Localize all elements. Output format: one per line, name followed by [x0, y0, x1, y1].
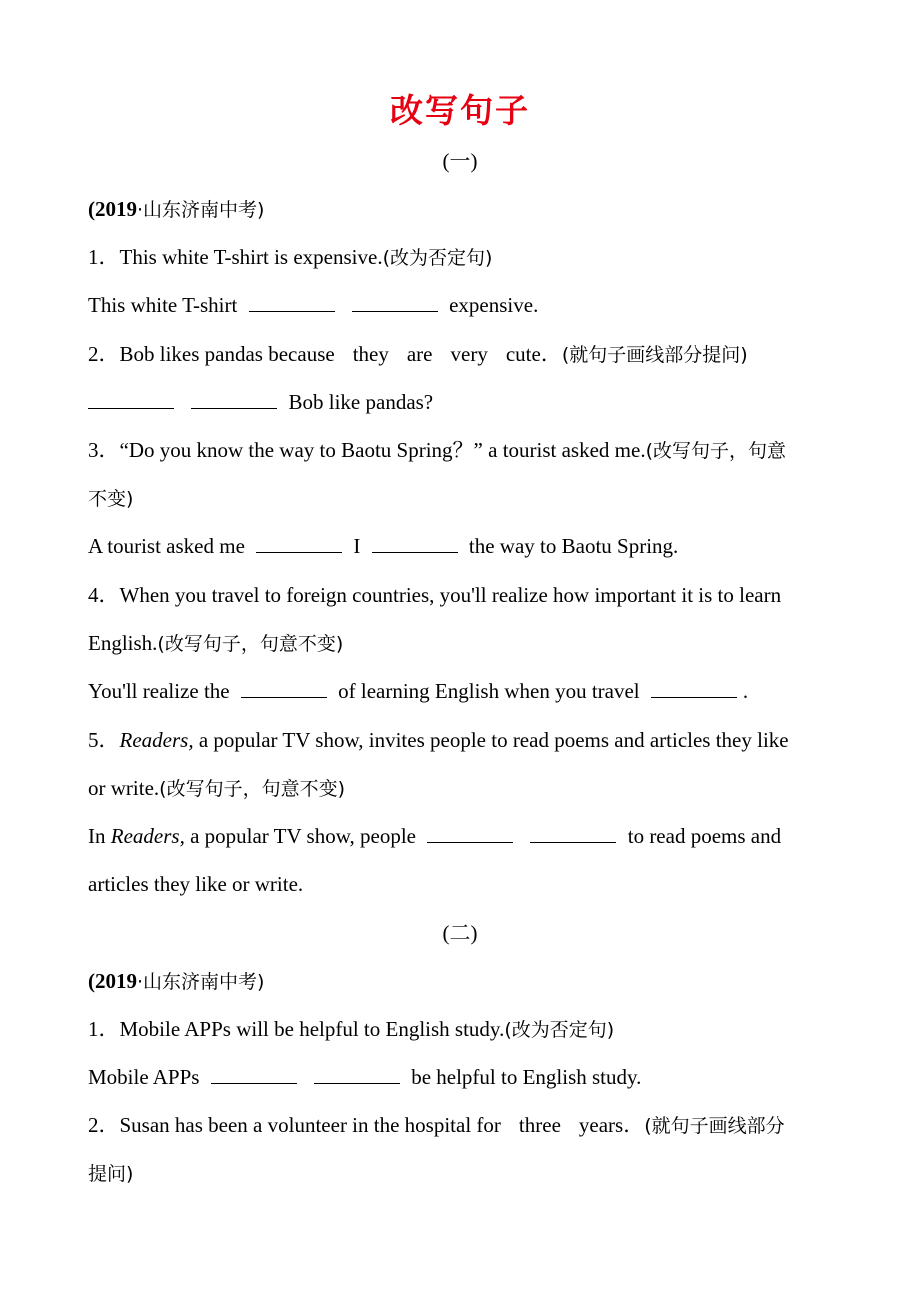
question-3-cont: 不变) — [88, 488, 134, 510]
page-title: 改写句子 — [390, 91, 530, 130]
question-5-cont: or write.(改写句子，句意不变) — [88, 776, 345, 800]
answer-blank[interactable] — [191, 390, 277, 409]
answer-blank[interactable] — [241, 679, 327, 698]
answer-line: A tourist asked me I the way to Baotu Spring. — [88, 534, 679, 558]
source-note: (2019·山东济南中考) — [88, 969, 265, 993]
question-3: 3．“Do you know the way to Baotu Spring？” a tourist asked me.(改写句子，句意 — [88, 438, 786, 462]
underlined-phrase: for three years — [476, 1113, 624, 1137]
underlined-phrase: because they are very cute — [268, 342, 541, 366]
answer-blank[interactable] — [530, 824, 616, 843]
answer-blank[interactable] — [651, 679, 737, 698]
answer-blank[interactable] — [314, 1065, 400, 1084]
section-label: (一) — [442, 149, 478, 173]
question-1: 1．This white T-shirt is expensive.(改为否定句) — [88, 245, 493, 269]
answer-blank[interactable] — [256, 534, 342, 553]
question-4-cont: English.(改写句子，句意不变) — [88, 631, 344, 655]
answer-line: Mobile APPs be helpful to English study. — [88, 1065, 642, 1089]
question-2: 2．Susan has been a volunteer in the hospital for three years．(就句子画线部分 — [88, 1113, 785, 1137]
answer-line: Bob like pandas? — [88, 378, 833, 426]
question-1: 1．Mobile APPs will be helpful to English study.(改为否定句) — [88, 1017, 615, 1041]
answer-blank[interactable] — [249, 293, 335, 312]
answer-blank[interactable] — [352, 293, 438, 312]
answer-line: This white T-shirt expensive. — [88, 293, 539, 317]
answer-blank[interactable] — [88, 390, 174, 409]
question-2: 2．Bob likes pandas because they are very cute．(就句子画线部分提问) — [88, 342, 748, 366]
answer-line-cont: articles they like or write. — [88, 872, 304, 896]
source-note: (2019·山东济南中考) — [88, 197, 265, 221]
answer-line: In Readers, a popular TV show, people to read poems and — [88, 824, 782, 848]
question-4: 4．When you travel to foreign countries, you'll realize how important it is to learn — [88, 583, 782, 607]
answer-line: You'll realize the of learning English when you travel . — [88, 679, 749, 703]
answer-blank[interactable] — [427, 824, 513, 843]
answer-blank[interactable] — [372, 534, 458, 553]
answer-blank[interactable] — [211, 1065, 297, 1084]
question-5: 5．Readers, a popular TV show, invites people to read poems and articles they like — [88, 728, 789, 752]
section-label: (二) — [442, 921, 478, 945]
question-2-cont: 提问) — [88, 1163, 134, 1185]
